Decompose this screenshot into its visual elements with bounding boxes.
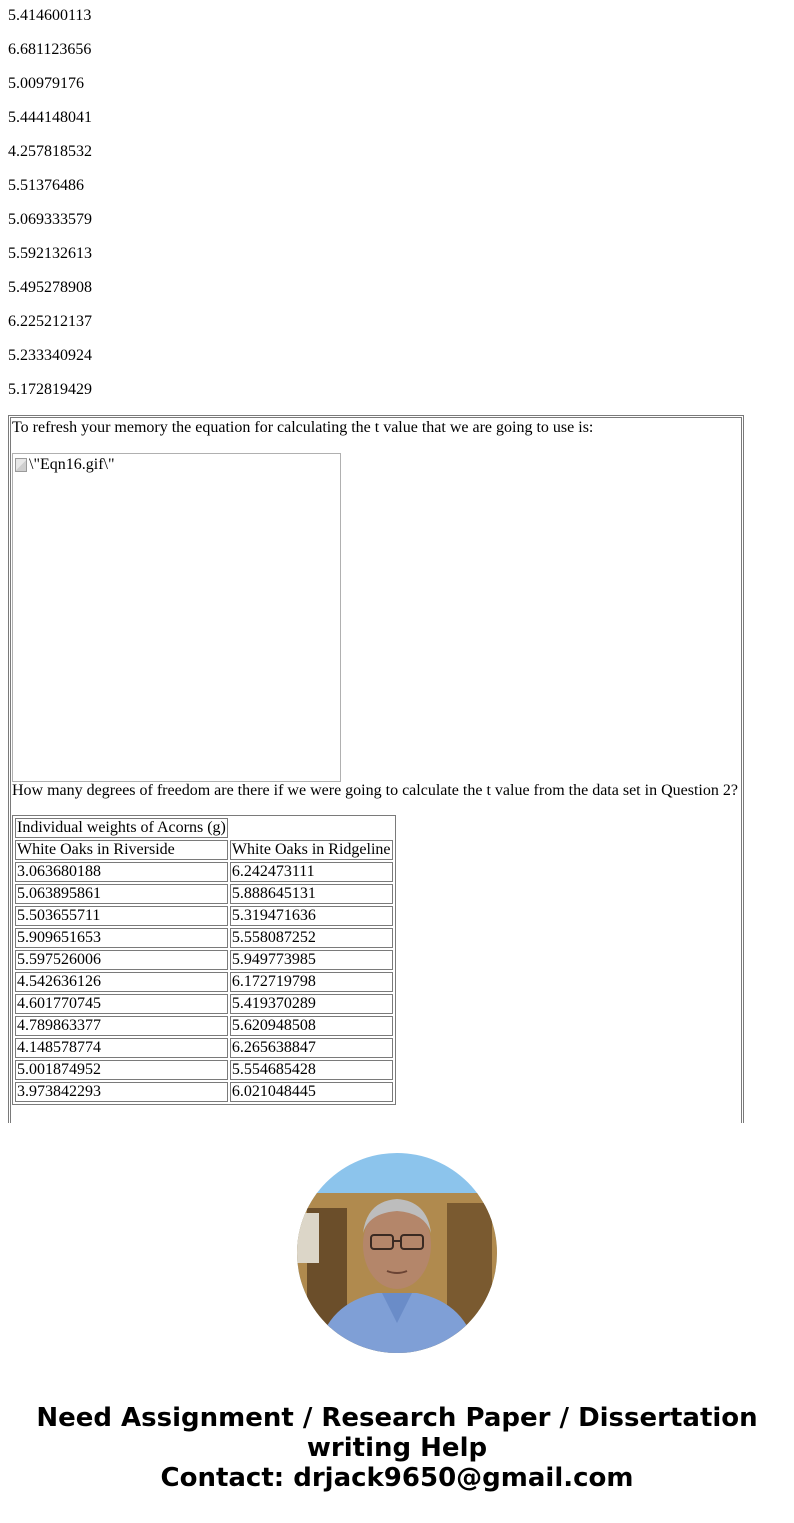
- table-cell: 5.419370289: [230, 994, 393, 1014]
- table-cell: 5.319471636: [230, 906, 393, 926]
- table-cell: 4.542636126: [15, 972, 228, 992]
- column-header-riverside: White Oaks in Riverside: [15, 840, 228, 860]
- table-cell: 3.973842293: [15, 1082, 228, 1102]
- table-header-row: [15, 840, 393, 860]
- table-cell: 5.554685428: [230, 1060, 393, 1080]
- cta-line: Need Assignment / Research Paper / Dissertation: [36, 1403, 758, 1433]
- table-cell: 5.503655711: [15, 906, 228, 926]
- table-caption-row: [15, 818, 393, 838]
- outer-table-cell: [10, 417, 742, 1123]
- table-cell: 6.021048445: [230, 1082, 393, 1102]
- table-row: [15, 950, 393, 970]
- value-item: 4.257818532: [8, 143, 92, 160]
- broken-image-icon: [15, 458, 27, 472]
- intro-text: To refresh your memory the equation for calculating the t value that we are going to use is:: [12, 419, 594, 436]
- value-list: [8, 7, 92, 415]
- table-cell: 5.597526006: [15, 950, 228, 970]
- question-text: How many degrees of freedom are there if we were going to calculate the t value from the data set in Question 2?: [12, 782, 738, 799]
- image-alt-text: \"Eqn16.gif\": [29, 456, 115, 473]
- table-cell: 5.909651653: [15, 928, 228, 948]
- contact-banner: [0, 1403, 794, 1493]
- value-item: 5.592132613: [8, 245, 92, 262]
- contact-email: Contact: drjack9650@gmail.com: [160, 1463, 634, 1493]
- table-row: [15, 1060, 393, 1080]
- table-row: [15, 928, 393, 948]
- author-avatar: [297, 1153, 497, 1353]
- table-row: [15, 906, 393, 926]
- table-cell: 5.063895861: [15, 884, 228, 904]
- table-cell: 5.001874952: [15, 1060, 228, 1080]
- table-row: [15, 1016, 393, 1036]
- value-item: 5.069333579: [8, 211, 92, 228]
- table-cell: 5.888645131: [230, 884, 393, 904]
- table-cell: 6.265638847: [230, 1038, 393, 1058]
- table-cell: 5.949773985: [230, 950, 393, 970]
- table-row: [15, 884, 393, 904]
- author-portrait: [297, 1153, 497, 1353]
- value-item: 5.414600113: [8, 7, 92, 24]
- equation-image: [12, 453, 341, 782]
- value-item: 6.681123656: [8, 41, 92, 58]
- value-item: 5.444148041: [8, 109, 92, 126]
- value-item: 5.495278908: [8, 279, 92, 296]
- value-item: 5.172819429: [8, 381, 92, 398]
- table-cell: 5.558087252: [230, 928, 393, 948]
- value-item: 5.00979176: [8, 75, 84, 92]
- column-header-ridgeline: White Oaks in Ridgeline: [231, 841, 391, 858]
- table-cell: 4.601770745: [15, 994, 228, 1014]
- table-row: [15, 994, 393, 1014]
- value-item: 6.225212137: [8, 313, 92, 330]
- value-item: 5.233340924: [8, 347, 92, 364]
- table-row: [15, 862, 393, 882]
- table-row: [15, 1038, 393, 1058]
- acorn-weights-table: [12, 815, 396, 1105]
- value-item: 5.51376486: [8, 177, 84, 194]
- table-row: [15, 972, 393, 992]
- table-cell: 4.148578774: [15, 1038, 228, 1058]
- table-cell: 4.789863377: [15, 1016, 228, 1036]
- table-cell: 6.172719798: [230, 972, 393, 992]
- table-cell: 3.063680188: [15, 862, 228, 882]
- table-caption: Individual weights of Acorns (g): [17, 819, 226, 836]
- table-row: [15, 1082, 393, 1102]
- table-cell: 6.242473111: [230, 862, 393, 882]
- cta-line: writing Help: [306, 1433, 488, 1463]
- content-frame: [8, 415, 748, 1123]
- outer-table: [8, 415, 744, 1123]
- table-cell: 5.620948508: [230, 1016, 393, 1036]
